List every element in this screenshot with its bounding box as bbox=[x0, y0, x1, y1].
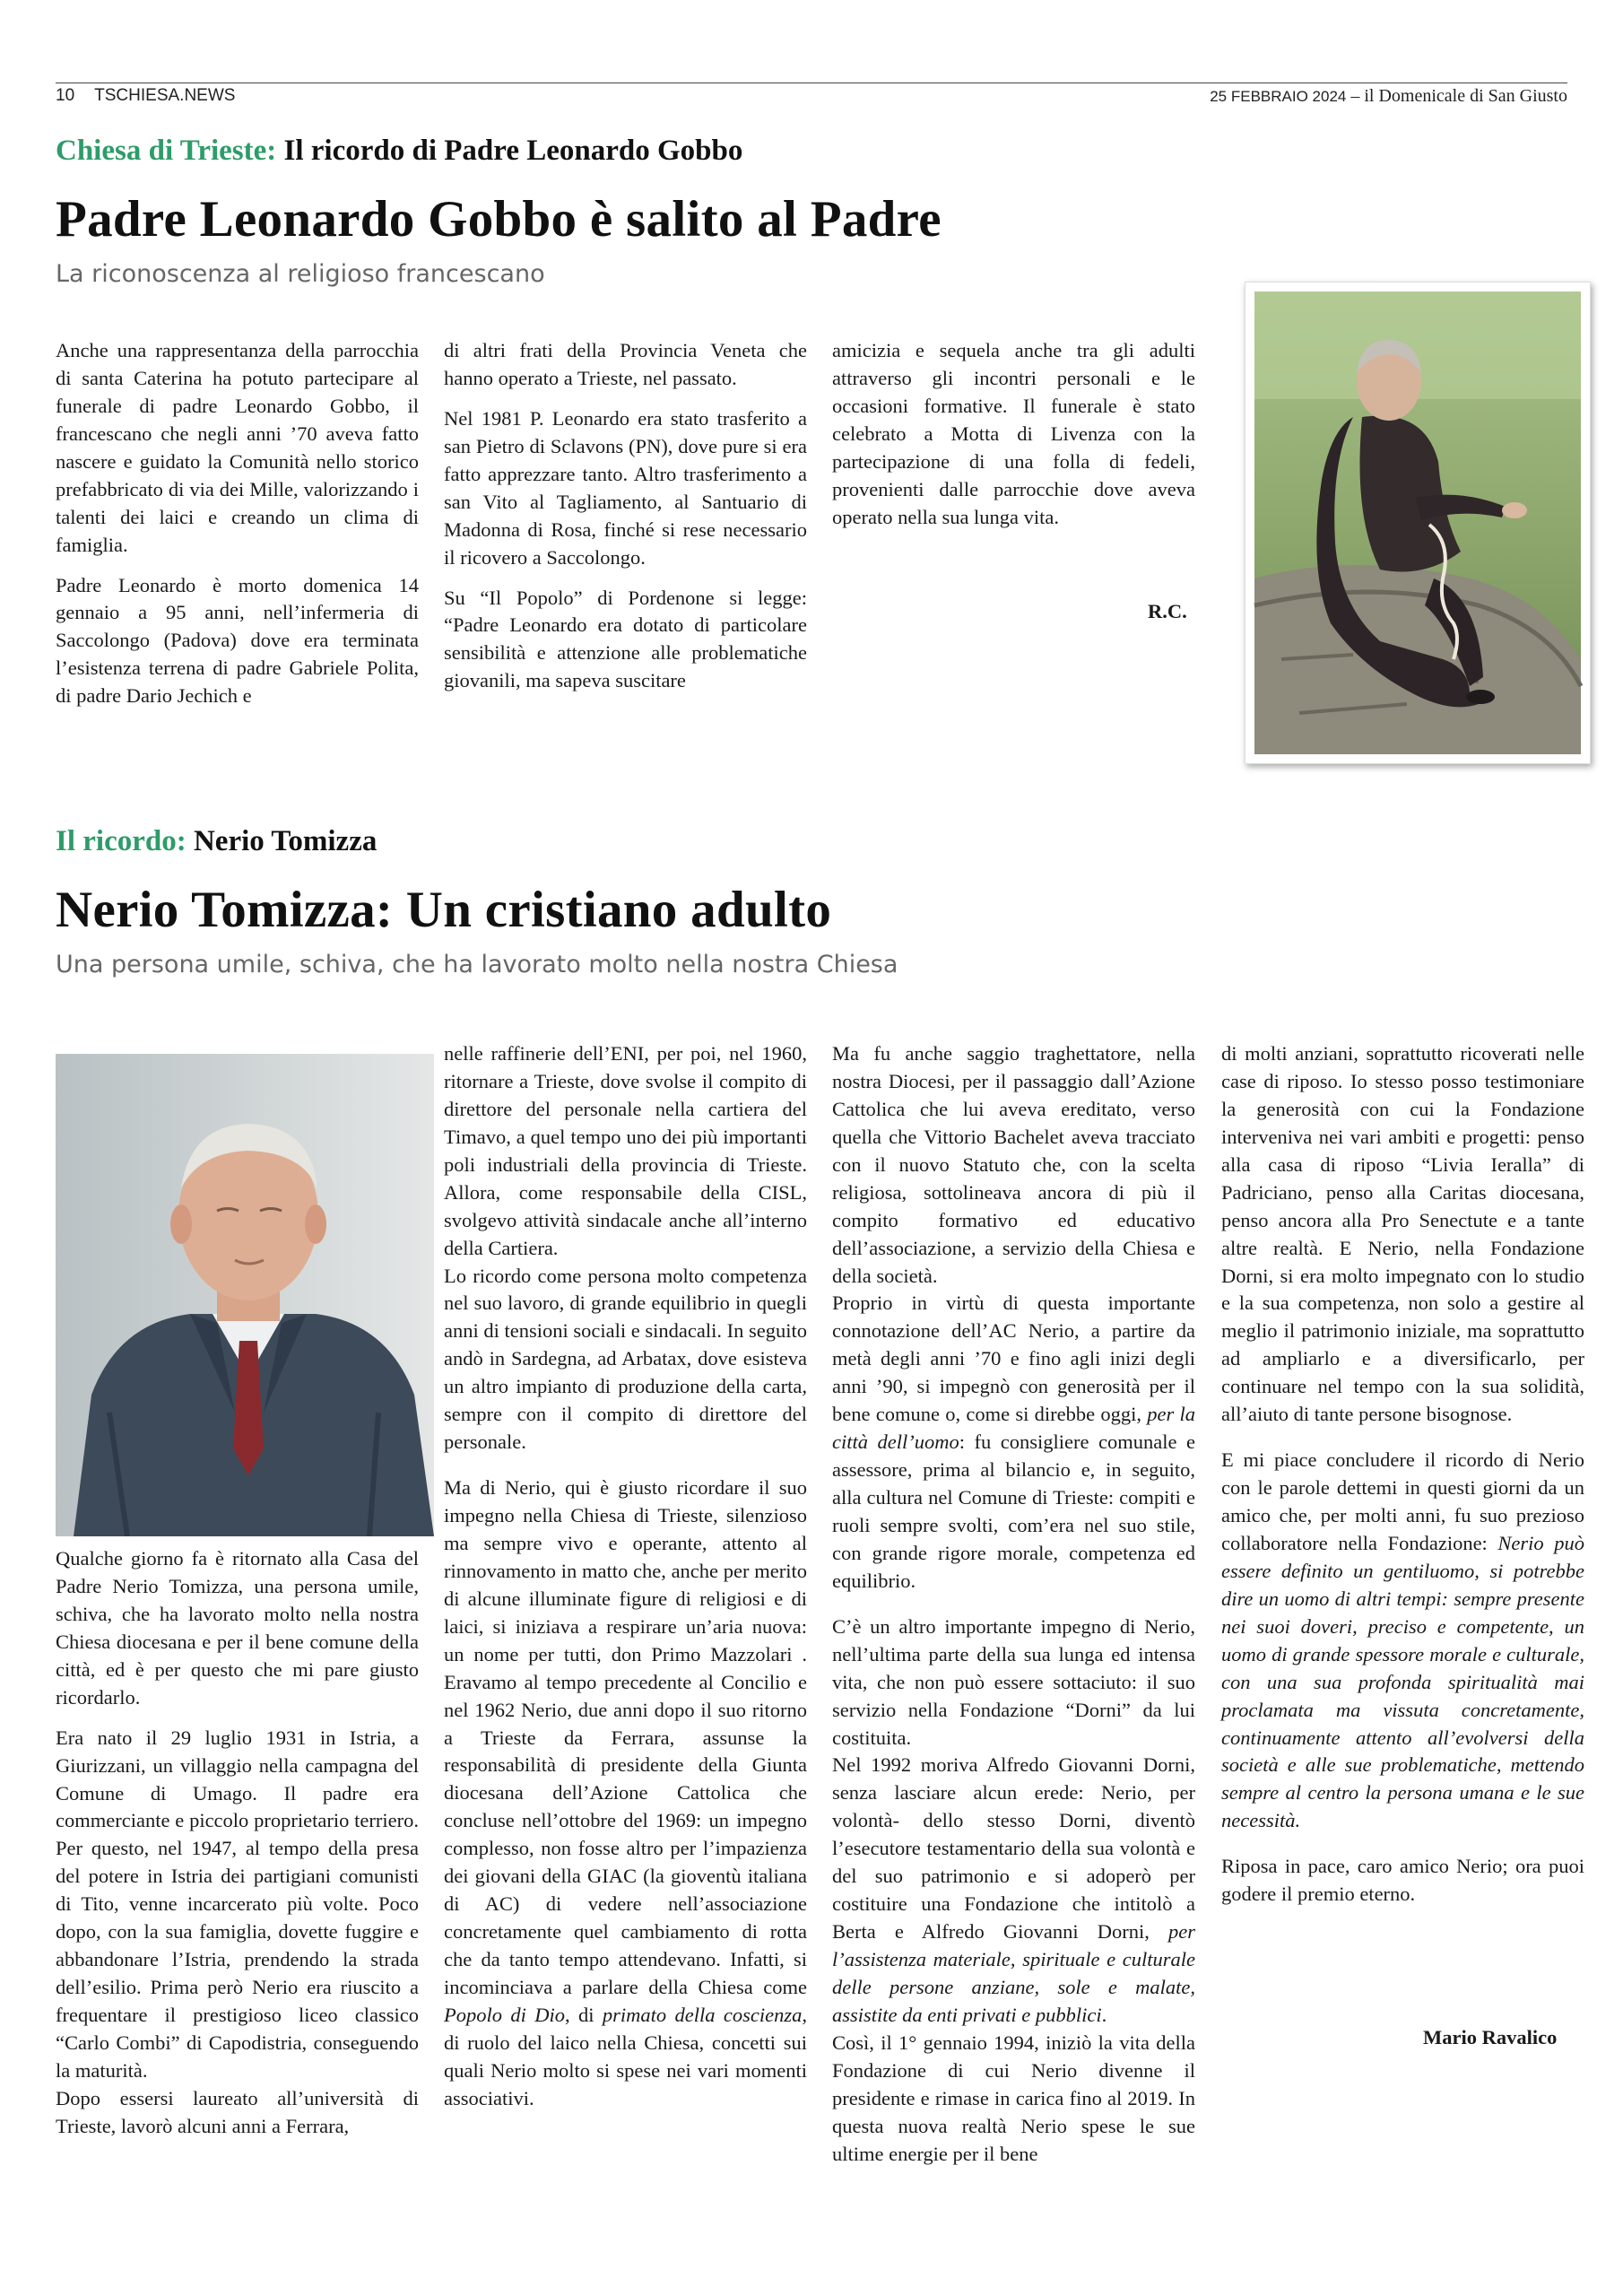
article2-section: Il ricordo: bbox=[56, 825, 187, 857]
paragraph bbox=[444, 1474, 807, 2113]
paragraph: Anche una rappresentanza della parrocchia di santa Caterina ha potuto partecipare al funerale di padre Leonardo Gobbo, il francescano che negli anni ’70 aveva fatto nascere e guidato la Comunità nello storico prefabbricato di via dei Mille, valorizzando i talenti dei laici e creando un clima di famiglia. bbox=[56, 339, 419, 556]
article1-kicker bbox=[56, 135, 742, 168]
text-run: Nel 1992 moriva Alfredo Giovanni Dorni, senza lasciare alcun erede: Nerio, per volontà- dello stesso Dorni, diventò l’esecutore testamentario della sua volontà e del suo patrimonio e si adoperò per costituire una Fondazione che intitolò a Berta e Alfredo Giovanni Dorni, bbox=[832, 1753, 1195, 1944]
text-run: , di bbox=[565, 2003, 603, 2026]
emphasis: Popolo di Dio bbox=[444, 2003, 565, 2026]
edition-name: il Domenicale di San Giusto bbox=[1364, 86, 1567, 106]
emphasis: per l’assistenza materiale, spirituale e culturale delle persone anziane, sole e malate, assistite da enti privati e pubblici bbox=[832, 1920, 1195, 2026]
article1-column-3 bbox=[832, 337, 1195, 544]
paragraph: nelle raffinerie dell’ENI, per poi, nel 1960, ritornare a Trieste, dove svolse il compito di direttore del personale nella cartiera del Timavo, a quel tempo uno dei più importanti poli industriali della provincia di Trieste. Allora, come responsabile della CISL, svolgevo attività sindacale anche all’interno della Cartiera. bbox=[444, 1042, 807, 1259]
emphasis: Nerio può essere definito un gentiluomo, si potrebbe dire un uomo di altri tempi: sempre presente nei suoi doveri, preciso e competente, un uomo di grande spessore morale e culturale, con una sua profonda spiritualità mai proclamata ma vissuta concretamente, continuamente attento all’evolversi della società e alle sue problematiche, mettendo sempre al centro la persona umana e le sue necessità. bbox=[1221, 1531, 1584, 1832]
article1-title: Padre Leonardo Gobbo è salito al Padre bbox=[56, 191, 942, 248]
page-number: 10 bbox=[56, 86, 75, 105]
article2-column-2 bbox=[444, 1040, 807, 2126]
paragraph: Era nato il 29 luglio 1931 in Istria, a Giurizzani, un villaggio nella campagna del Comune di Umago. Il padre era commerciante e piccolo proprietario terriero. Per questo, nel 1947, al tempo della presa del potere in Istria dei partigiani comunisti di Tito, venne incarcerato più volte. Poco dopo, con la sua famiglia, dovette fuggire e abbandonare l’Istria, prendendo la strada dell’esilio. Prima però Nerio era riuscito a frequentare il prestigioso liceo classico “Carlo Combi” di Capodistria, conseguendo la maturità. bbox=[56, 1726, 419, 2082]
portrait-photo bbox=[56, 1054, 434, 1536]
emphasis: primato della coscienza bbox=[602, 2003, 803, 2026]
text-run: . bbox=[1101, 2003, 1107, 2026]
article1-signature: R.C. bbox=[1148, 600, 1187, 622]
issue-date: 25 FEBBRAIO 2024 bbox=[1210, 88, 1347, 105]
article1-topic: Il ricordo di Padre Leonardo Gobbo bbox=[283, 135, 743, 167]
article2-topic: Nerio Tomizza bbox=[193, 825, 378, 857]
article2-column-4 bbox=[1221, 1040, 1584, 1921]
paragraph: Riposa in pace, caro amico Nerio; ora puoi godere il premio eterno. bbox=[1221, 1855, 1584, 1906]
paragraph: Ma fu anche saggio traghettatore, nella nostra Diocesi, per il passaggio dall’Azione Cattolica che lui aveva ereditato, verso quella che Vittorio Bachelet aveva tracciato con il nuovo Statuto che, con la scelta religiosa, sottolineava ancora di più il compito formativo ed educativo dell’associazione, a servizio della Chiesa e della società. bbox=[832, 1042, 1195, 1287]
paragraph: amicizia e sequela anche tra gli adulti attraverso gli incontri personali e le occasioni formative. Il funerale è stato celebrato a Motta di Livenza con la partecipazione di una folla di fedeli, provenienti dalle parrocchie dove aveva operato nella sua lunga vita. bbox=[832, 339, 1195, 528]
paragraph: Dopo essersi laureato all’università di Trieste, lavorò alcuni anni a Ferrara, bbox=[56, 2086, 419, 2137]
article1-section: Chiesa di Trieste: bbox=[56, 135, 277, 167]
text-run: Ma di Nerio, qui è giusto ricordare il suo impegno nella Chiesa di Trieste, silenzioso ma sempre vivo e operante, attento al rinnovamento in matto che, anche per merito di alcune illuminate figure di religiosi e di laici, si iniziava a respirare un’aria nuova: un nome per tutti, don Primo Mazzolari . Eravamo al tempo precedente al Concilio e nel 1962 Nerio, due anni dopo il suo ritorno a Trieste da Ferrara, assunse la responsabilità di presidente della Giunta diocesana dell’Azione Cattolica che concluse nell’ottobre del 1969: un impegno complesso, non fosse altro per l’impazienza dei giovani della GIAC (la gioventù italiana di AC) di vedere nell’associazione concretamente quel cambiamento di rotta che da tanto tempo attendevano. Infatti, si incominciava a parlare della Chiesa come bbox=[444, 1476, 807, 1998]
text-run: Proprio in virtù di questa importante connotazione dell’AC Nerio, a partire da metà degli anni ’70 e fino agli inizi degli anni ’90, si impegnò con generosità per il bene comune o, come si direbbe oggi, bbox=[832, 1292, 1195, 1426]
paragraph: Padre Leonardo è morto domenica 14 gennaio a 95 anni, nell’infermeria di Saccolongo (Padova) dove era terminata l’esistenza terrena di padre Gabriele Polita, di padre Dario Jechich e bbox=[56, 573, 419, 708]
paragraph: C’è un altro importante impegno di Nerio, nell’ultima parte della sua lunga ed intensa vita, che non può essere sottaciuto: il suo servizio nella Fondazione “Dorni” da lui costituita. bbox=[832, 1614, 1195, 1749]
emphasis: per la città dell’uomo bbox=[832, 1403, 1195, 1454]
header-right bbox=[1210, 86, 1567, 107]
header-left bbox=[56, 86, 235, 106]
header-separator: – bbox=[1346, 86, 1365, 106]
paragraph: Su “Il Popolo” di Pordenone si legge: “Padre Leonardo era dotato di particolare sensibilità e attenzione alle problematiche giovanili, ma sapeva suscitare bbox=[444, 586, 807, 692]
paragraph: di molti anziani, soprattutto ricoverati nelle case di riposo. Io stesso posso testimoniare la generosità con cui la Fondazione interveniva nei vari ambiti e progetti: penso alla casa di riposo “Livia Ieralla” di Padriciano, penso alla Caritas diocesana, penso ancora alla Pro Senectute e a tante altre realtà. E Nerio, nella Fondazione Dorni, si era molto impegnato con lo studio e la sua competenza, non solo a gestire al meglio il patrimonio iniziale, ma soprattutto ad ampliarlo e a diversificarlo, per continuare nel tempo con la sua solidità, all’aiuto di tante persone bisognose. bbox=[1221, 1042, 1584, 1426]
paragraph: Qualche giorno fa è ritornato alla Casa del Padre Nerio Tomizza, una persona umile, schiva, che ha lavorato molto nella nostra Chiesa diocesana e per il bene comune della città, ed è per questo che mi pare giusto ricordarlo. bbox=[56, 1547, 419, 1709]
text-run: , di ruolo del laico nella Chiesa, concetti sui quali Nerio molto si spese nei vari momenti associativi. bbox=[444, 2003, 807, 2109]
article2-column-3 bbox=[832, 1040, 1195, 2181]
text-run: : fu consigliere comunale e assessore, prima al bilancio e, in seguito, alla cultura nel Comune di Trieste: compiti e ruoli sempre svolti, com’era nel suo stile, con grande rigore morale, competenza ed equilibrio. bbox=[832, 1431, 1195, 1592]
paragraph bbox=[832, 1752, 1195, 2029]
paragraph: Lo ricordo come persona molto competenza nel suo lavoro, di grande equilibrio in quegli anni di tensioni sociali e sindacali. In seguito andò in Sardegna, ad Arbatax, dove esisteva un altro impianto di produzione della carta, sempre con il compito di direttore del personale. bbox=[444, 1264, 807, 1454]
article2-subtitle: Una persona umile, schiva, che ha lavorato molto nella nostra Chiesa bbox=[56, 951, 898, 978]
article1-column-2 bbox=[444, 337, 807, 708]
paragraph bbox=[1221, 1447, 1584, 1835]
article2-title: Nerio Tomizza: Un cristiano adulto bbox=[56, 882, 832, 938]
article2-signature: Mario Ravalico bbox=[1423, 2026, 1558, 2048]
article1-column-1 bbox=[56, 337, 419, 723]
article2-column-1 bbox=[56, 1545, 419, 2153]
paragraph: Nel 1981 P. Leonardo era stato trasferito a san Pietro di Sclavons (PN), dove pure si era fatto apprezzare tanto. Altro trasferimento a san Vito al Tagliamento, al Santuario di Madonna di Rosa, finché si rese necessario il ricovero a Saccolongo. bbox=[444, 406, 807, 569]
friar-photo bbox=[1245, 282, 1591, 764]
article2-kicker bbox=[56, 825, 377, 858]
paragraph: di altri frati della Provincia Veneta che hanno operato a Trieste, nel passato. bbox=[444, 339, 807, 389]
paragraph: Così, il 1° gennaio 1994, iniziò la vita della Fondazione di cui Nerio divenne il presidente e rimase in carica fino al 2019. In questa nuova realtà Nerio spese le sue ultime energie per il bene bbox=[832, 2031, 1195, 2165]
paragraph bbox=[832, 1290, 1195, 1595]
publication-name[interactable]: TSCHIESA.NEWS bbox=[94, 86, 236, 105]
article1-subtitle: La riconoscenza al religioso francescano bbox=[56, 260, 545, 288]
text-run: E mi piace concludere il ricordo di Nerio con le parole dettemi in questi giorni da un amico che, per molti anni, fu suo prezioso collaboratore nella Fondazione: bbox=[1221, 1448, 1584, 1554]
